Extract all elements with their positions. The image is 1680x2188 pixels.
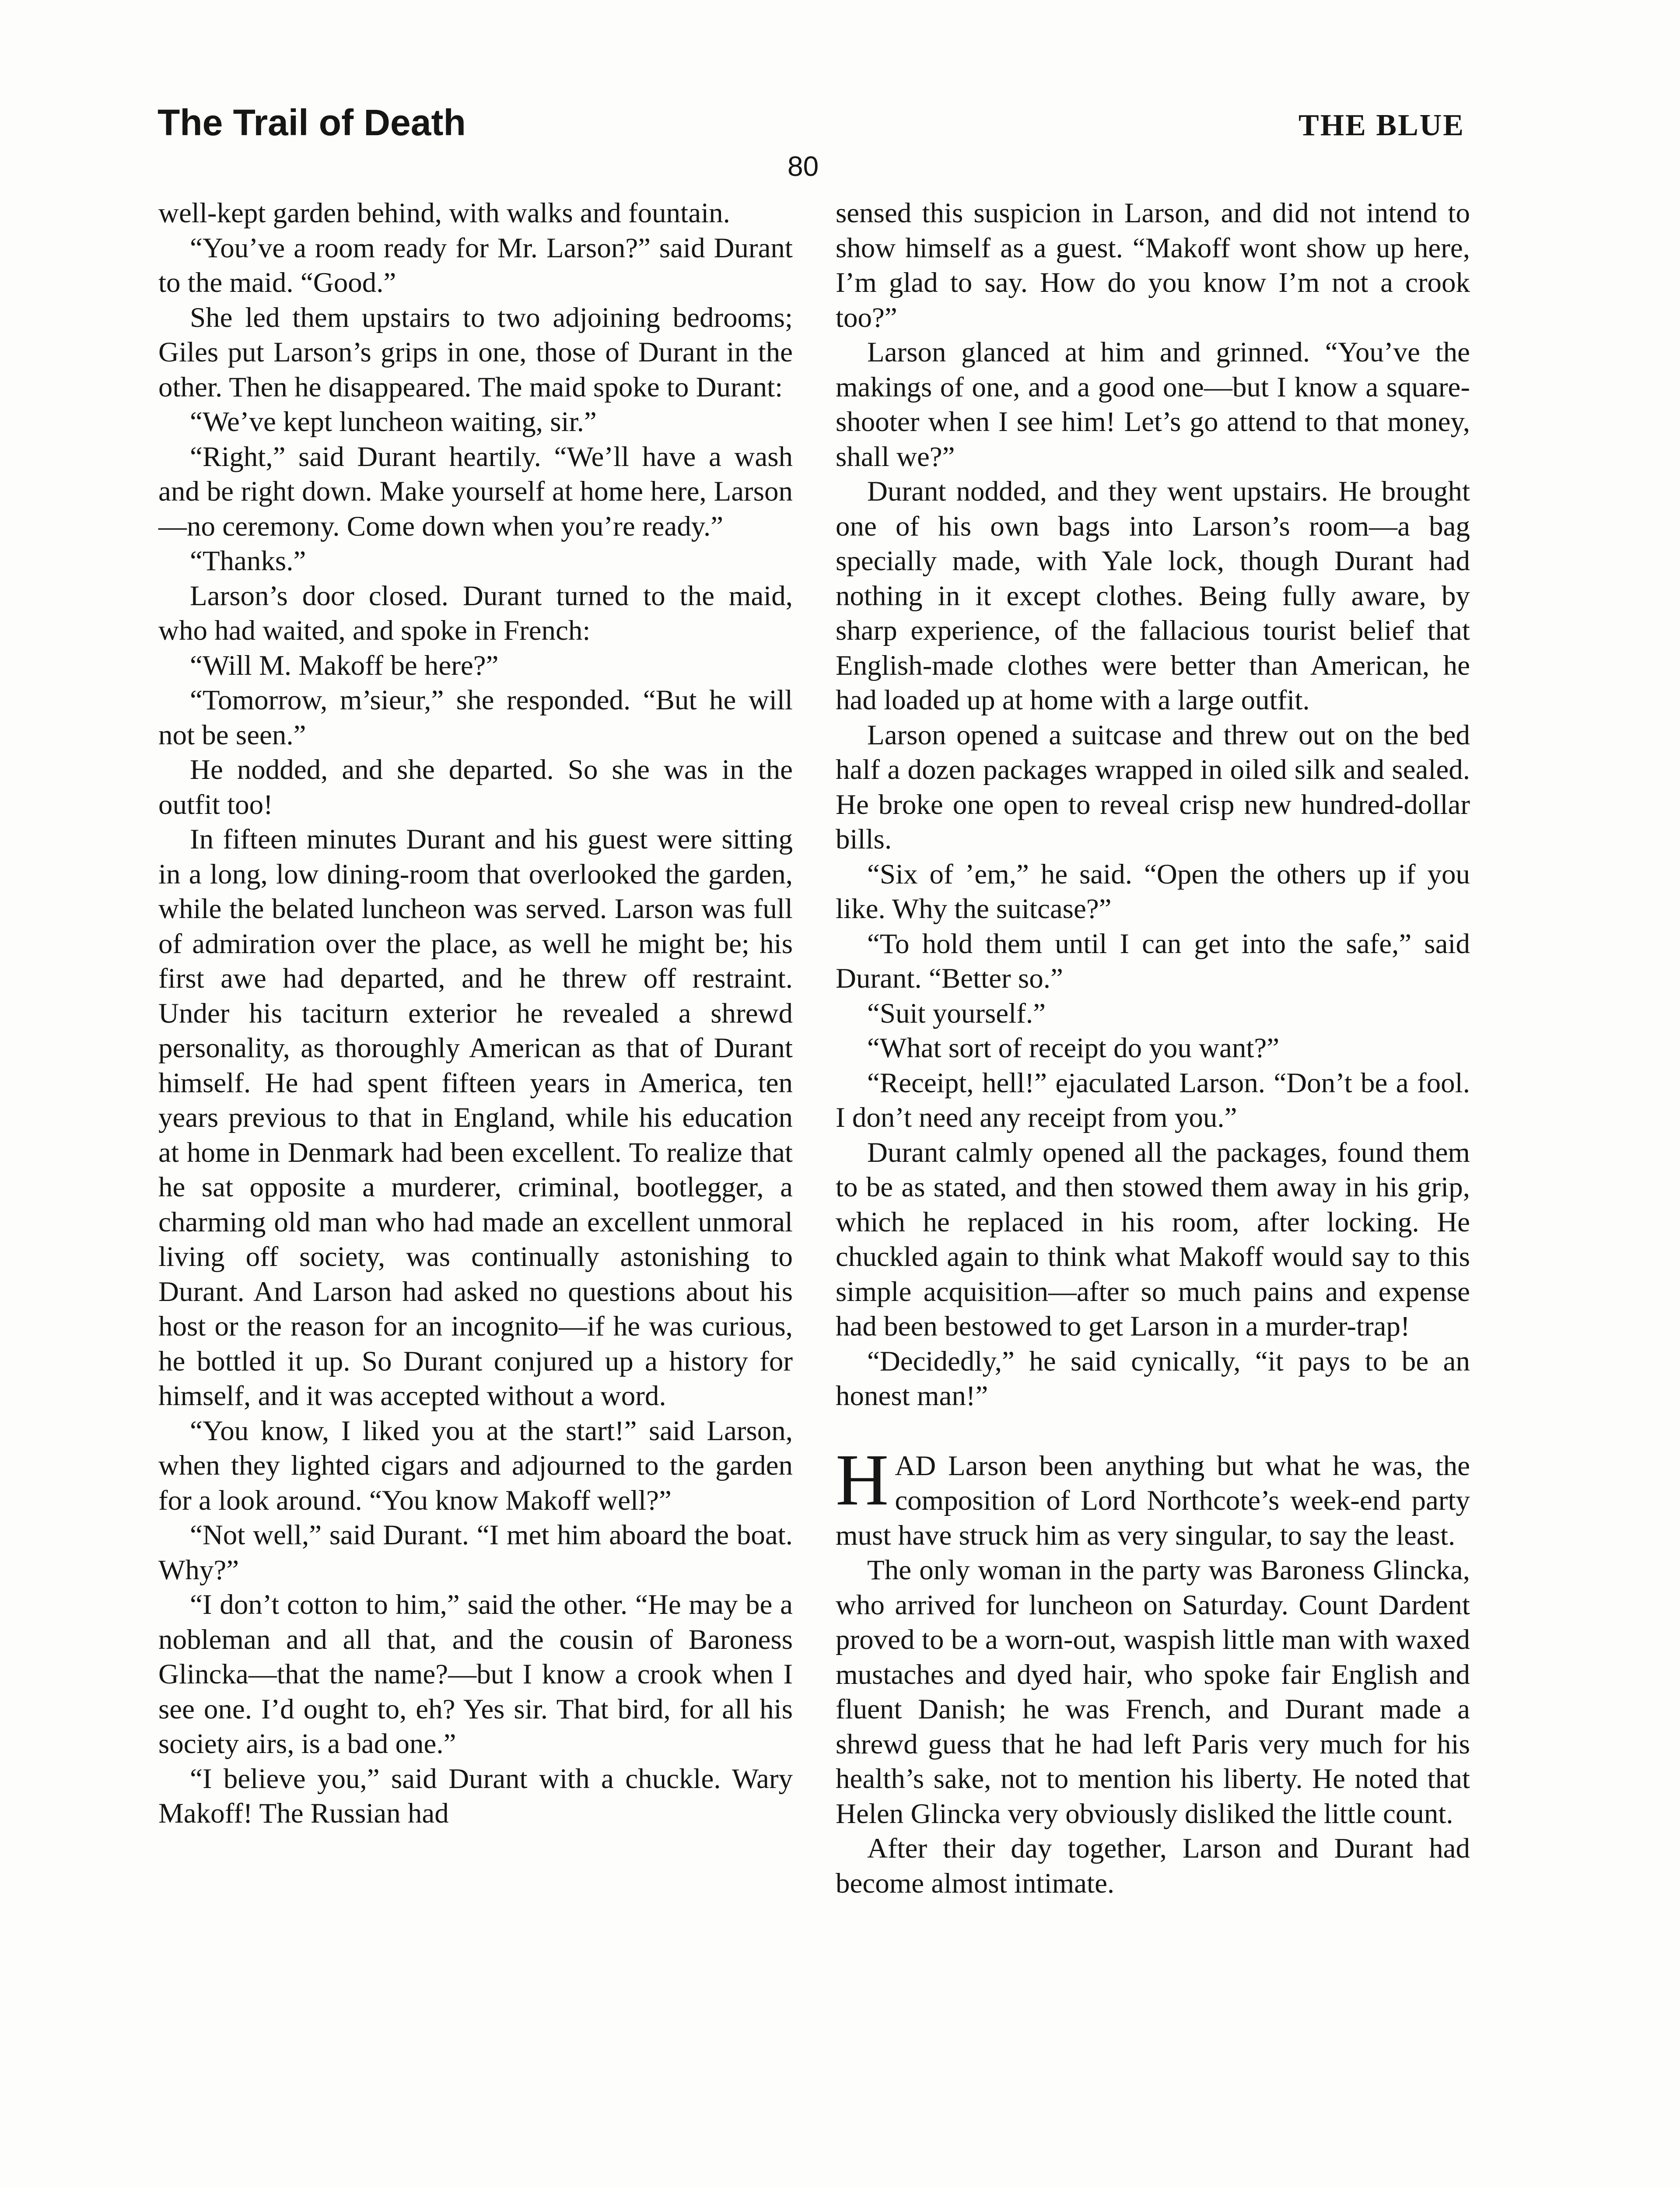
paragraph: “You’ve a room ready for Mr. Larson?” said Durant to the maid. “Good.” xyxy=(158,232,793,298)
paragraph: “Suit yourself.” xyxy=(867,997,1046,1029)
paragraph: In fifteen minutes Durant and his guest were sitting in a long, low dining-room that overlooked the garden, while the belated luncheon was served. Larson was full of admiration over the place, as well he might be; his first awe had departed, and he threw off restraint. Under his taciturn exterior he revealed a shrewd personality, as thoroughly American as that of Durant himself. He had spent fifteen years in America, ten years previous to that in England, while his education at home in Denmark had been excellent. To realize that he sat opposite a murderer, criminal, bootlegger, a charming old man who had made an excellent unmoral living off society, was continually astonishing to Durant. And Larson had asked no questions about his host or the reason for an incognito—if he was curious, he bottled it up. So Durant conjured up a history for himself, and it was accepted without a word. xyxy=(158,824,793,1412)
paragraph: Durant nodded, and they went upstairs. He brought one of his own bags into Larson’s room—a bag specially made, with Yale lock, though Durant had nothing in it except clothes. Being fully aware, by sharp experience, of the fallacious tourist belief that English-made clothes were better than American, he had loaded up at home with a large outfit. xyxy=(836,476,1470,716)
lead-caps: AD xyxy=(895,1450,936,1482)
paragraph: “Not well,” said Durant. “I met him aboard the boat. Why?” xyxy=(158,1519,793,1586)
paragraph: “Thanks.” xyxy=(190,545,306,577)
paragraph: “Six of ’em,” he said. “Open the others up if you like. Why the suitcase?” xyxy=(836,858,1470,925)
drop-cap: H xyxy=(836,1439,889,1521)
paragraph: “Receipt, hell!” ejaculated Larson. “Don’t be a fool. I don’t need any receipt from you.” xyxy=(836,1067,1470,1133)
paragraph: “Decidedly,” he said cynically, “it pays to be an honest man!” xyxy=(836,1345,1470,1412)
paragraph: Larson’s door closed. Durant turned to the maid, who had waited, and spoke in French: xyxy=(158,580,793,646)
section-opening-text: Larson been anything but what he was, the composition of Lord Northcote’s week-end party must have struck him as very singular, to say the least. xyxy=(836,1450,1470,1551)
paragraph: “I don’t cotton to him,” said the other. “He may be a nobleman and all that, and the cousin of Baroness Glincka—that the name?—but I know a crook when I see one. I’d ought to, eh? Yes sir. That bird, for all his society airs, is a bad one.” xyxy=(158,1589,793,1760)
paragraph: “What sort of receipt do you want?” xyxy=(867,1032,1280,1064)
paragraph: well-kept garden behind, with walks and fountain. xyxy=(158,197,730,229)
section-opening-paragraph xyxy=(836,1439,1470,1553)
paragraph: “Right,” said Durant heartily. “We’ll have a wash and be right down. Make yourself at home here, Larson—no ceremony. Come down when you’re ready.” xyxy=(158,441,793,542)
story-title: The Trail of Death xyxy=(158,102,466,143)
paragraph: “We’ve kept luncheon waiting, sir.” xyxy=(190,406,597,438)
paragraph: “I believe you,” said Durant with a chuckle. Wary Makoff! The Russian had xyxy=(158,1763,793,1829)
paragraph: Larson opened a suitcase and threw out on the bed half a dozen packages wrapped in oiled silk and sealed. He broke one open to reveal crisp new hundred-dollar bills. xyxy=(836,719,1470,855)
paragraph: sensed this suspicion in Larson, and did not intend to show himself as a guest. “Makoff wont show up here, I’m glad to say. How do you know I’m not a crook too?” xyxy=(836,197,1470,333)
magazine-name: THE BLUE xyxy=(1298,109,1465,142)
paragraph: She led them upstairs to two adjoining bedrooms; Giles put Larson’s grips in one, those of Durant in the other. Then he disappeared. The maid spoke to Durant: xyxy=(158,302,793,403)
paragraph: Durant calmly opened all the packages, found them to be as stated, and then stowed them away in his grip, which he replaced in his room, after locking. He chuckled again to think what Makoff would say to this simple acquisition—after so much pains and expense had been bestowed to get Larson in a murder-trap! xyxy=(836,1136,1470,1342)
right-column xyxy=(836,196,1470,1901)
paragraph: After their day together, Larson and Durant had become almost intimate. xyxy=(836,1833,1470,1899)
left-column xyxy=(158,196,793,1831)
paragraph: “You know, I liked you at the start!” said Larson, when they lighted cigars and adjourned to the garden for a look around. “You know Makoff well?” xyxy=(158,1415,793,1516)
paragraph: “To hold them until I can get into the safe,” said Durant. “Better so.” xyxy=(836,928,1470,994)
paragraph: He nodded, and she departed. So she was in the outfit too! xyxy=(158,754,793,820)
page-number: 80 xyxy=(788,151,819,182)
paragraph: “Tomorrow, m’sieur,” she responded. “But he will not be seen.” xyxy=(158,684,793,751)
paragraph: Larson glanced at him and grinned. “You’ve the makings of one, and a good one—but I know a square-shooter when I see him! Let’s go attend to that money, shall we?” xyxy=(836,337,1470,473)
paragraph: “Will M. Makoff be here?” xyxy=(190,649,499,681)
paragraph: The only woman in the party was Baroness Glincka, who arrived for luncheon on Saturday. Count Dardent proved to be a worn-out, waspish little man with waxed mustaches and dyed hair, who spoke fair English and fluent Danish; he was French, and Durant made a shrewd guess that he had left Paris very much for his health’s sake, not to mention his liberty. He noted that Helen Glincka very obviously disliked the little count. xyxy=(836,1554,1470,1830)
